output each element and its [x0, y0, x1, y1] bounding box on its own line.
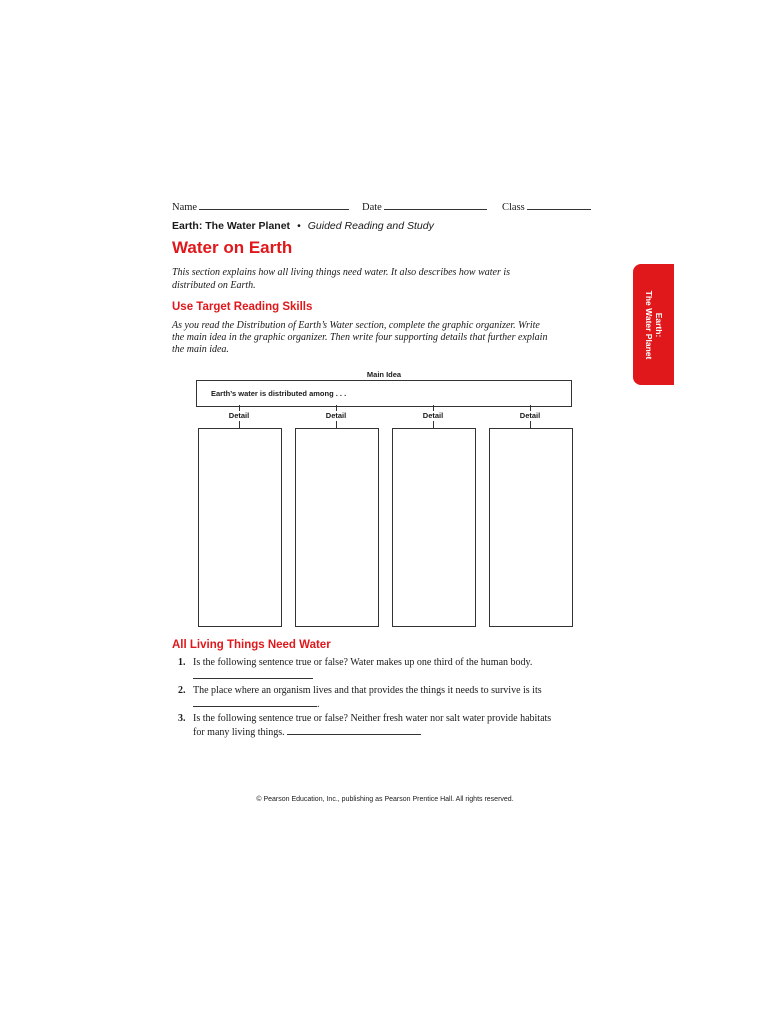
question-number: 1.: [178, 657, 186, 668]
main-idea-text: Earth’s water is distributed among . . .: [211, 389, 347, 398]
date-field[interactable]: [362, 200, 487, 213]
answer-blank[interactable]: [193, 697, 317, 707]
detail-label-3: Detail: [422, 411, 444, 420]
subject-bullet: •: [297, 220, 301, 232]
detail-box-2[interactable]: [295, 428, 379, 627]
class-field[interactable]: [502, 200, 591, 213]
name-label: Name: [172, 202, 198, 213]
guide-title: Guided Reading and Study: [307, 220, 434, 232]
book-title: Earth: The Water Planet: [172, 220, 291, 232]
detail-label-4: Detail: [519, 411, 541, 420]
section2-heading: All Living Things Need Water: [172, 639, 331, 651]
connector-line: [433, 421, 434, 428]
question-text: Is the following sentence true or false? Water makes up one third of the human body.: [193, 657, 558, 683]
detail-box-4[interactable]: [489, 428, 573, 627]
chapter-side-tab: [633, 264, 674, 385]
connector-line: [336, 421, 337, 428]
connector-line: [530, 421, 531, 428]
question-number: 2.: [178, 685, 186, 696]
name-field[interactable]: [172, 200, 349, 213]
copyright-footer: © Pearson Education, Inc., publishing as Pearson Prentice Hall. All rights reserved.: [256, 796, 514, 803]
main-idea-label: Main Idea: [366, 370, 402, 379]
skills-instructions: As you read the Distribution of Earth’s Water section, complete the graphic organizer. Write the main idea in the graphic organizer. Then write four supporting details that further explain the main idea.: [172, 320, 548, 355]
side-tab-text: [644, 290, 664, 359]
subject-line: [172, 220, 434, 232]
class-blank[interactable]: [527, 200, 591, 210]
detail-box-1[interactable]: [198, 428, 282, 627]
detail-label-1: Detail: [228, 411, 250, 420]
side-tab-line1: Earth:: [653, 312, 664, 337]
date-label: Date: [362, 202, 382, 213]
main-idea-box[interactable]: [196, 380, 572, 407]
question-text: Is the following sentence true or false? Neither fresh water nor salt water provide habitats for many living things.: [193, 713, 552, 738]
connector-line: [239, 421, 240, 428]
class-label: Class: [502, 202, 525, 213]
name-blank[interactable]: [199, 200, 349, 210]
side-tab-line2: The Water Planet: [643, 290, 654, 359]
intro-text: This section explains how all living things need water. It also describes how water is distributed on Earth.: [172, 267, 511, 291]
question-text: The place where an organism lives and that provides the things it needs to survive is its .: [193, 685, 542, 710]
detail-label-2: Detail: [325, 411, 347, 420]
question-number: 3.: [178, 713, 186, 724]
detail-box-3[interactable]: [392, 428, 476, 627]
page-title: Water on Earth: [172, 238, 293, 257]
skills-heading: Use Target Reading Skills: [172, 301, 313, 313]
answer-blank[interactable]: [193, 669, 313, 679]
date-blank[interactable]: [384, 200, 487, 210]
answer-blank[interactable]: [287, 725, 421, 735]
